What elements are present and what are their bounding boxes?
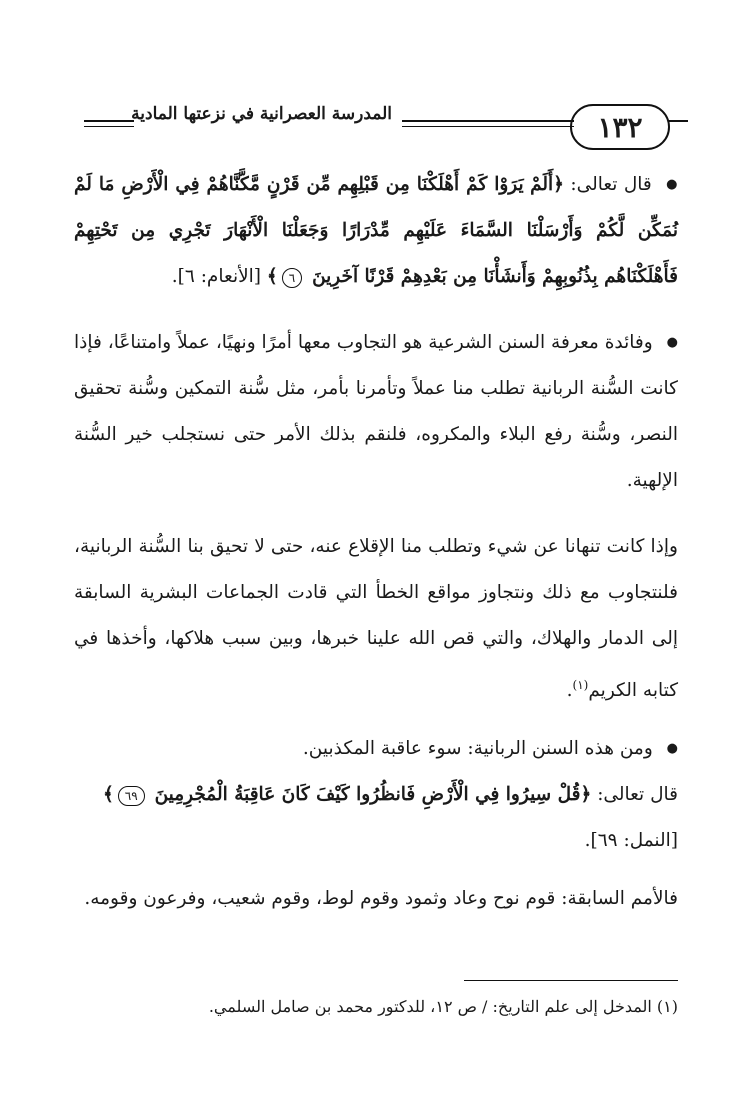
paragraph-3 [74,524,678,714]
page-body [74,162,678,922]
header-rule-thin [402,126,574,127]
page-header [80,96,670,156]
paragraph-text: فالأمم السابقة: قوم نوح وعاد وثمود وقوم لوط، وقوم شعيب، وفرعون وقومه. [84,888,678,910]
paragraph-text: وفائدة معرفة السنن الشرعية هو التجاوب معها أمرًا ونهيًا، عملاً وامتناعًا، فإذا كانت السُّنة الربانية تطلب منا عملاً وتأمرنا بأمر، مثل سُّنة التمكين وسُّنة تحقيق النصر، وسُّنة رفع البلاء والمكروه، فلنقم بذلك الأمر حتى نستجلب خير السُّنة الإلهية. [74,332,678,491]
footnote-reference: (١) [572,678,589,692]
verse-reference: [الأنعام: ٦]. [171,266,261,287]
header-rule-left [84,120,134,122]
footnote-divider [464,980,678,981]
paragraph-text: وإذا كانت تنهانا عن شيء وتطلب منا الإقلاع عنه، حتى لا تحيق بنا السُّنة الربانية، فلنتجاوب مع ذلك ونتجاوز مواقع الخطأ التي قادت الجماعات البشرية السابقة إلى الدمار والهلاك، والتي قص الله علينا خبرها، وبين سبب هلاكها، وأخذها في كتابه الكريم [74,536,678,702]
paragraph-end: . [566,680,573,702]
verse-number-badge: ٦ [282,268,302,288]
paragraph-4 [74,726,678,772]
header-rule-left-thin [84,126,134,127]
quran-verse: ﴿قُلْ سِيرُوا فِي الْأَرْضِ فَانظُرُوا كَيْفَ كَانَ عَاقِبَةُ الْمُجْرِمِينَ [154,784,592,806]
bullet-icon: ● [666,335,678,350]
verse-number-badge: ٦٩ [118,786,145,806]
verse-close-bracket: ﴾ [266,266,278,287]
quote-intro: قال تعالى: [597,784,678,806]
paragraph-2 [74,320,678,504]
verse-close-bracket: ﴾ [102,784,114,806]
verse-reference: [النمل: ٦٩]. [584,830,678,852]
running-title: المدرسة العصرانية في نزعتها المادية [131,104,392,124]
bullet-icon: ● [666,177,678,192]
header-rule-tail [668,120,688,122]
paragraph-1 [74,162,678,300]
paragraph-text: ومن هذه السنن الربانية: سوء عاقبة المكذبين. [302,738,653,760]
paragraph-6 [74,876,678,922]
header-rule [402,120,574,122]
bullet-icon: ● [666,741,678,757]
quote-intro: قال تعالى: [570,174,652,195]
quran-verse: ﴿أَلَمْ يَرَوْا كَمْ أَهْلَكْنَا مِن قَبْلِهِم مِّن قَرْنٍ مَّكَّنَّاهُمْ فِي الْأَرْضِ مَا لَمْ نُمَكِّن لَّكُمْ وَأَرْسَلْنَا السَّمَاءَ عَلَيْهِم مِّدْرَارًا وَجَعَلْنَا الْأَنْهَارَ تَجْرِي مِن تَحْتِهِمْ فَأَهْلَكْنَاهُم بِذُنُوبِهِمْ وَأَنشَأْنَا مِن بَعْدِهِمْ قَرْنًا آخَرِينَ [74,174,678,287]
paragraph-5 [74,772,678,864]
page-number: ١٣٢ [570,104,670,150]
footnote: (١) المدخل إلى علم التاريخ: / ص ١٢، للدكتور محمد بن صامل السلمي. [208,997,678,1016]
